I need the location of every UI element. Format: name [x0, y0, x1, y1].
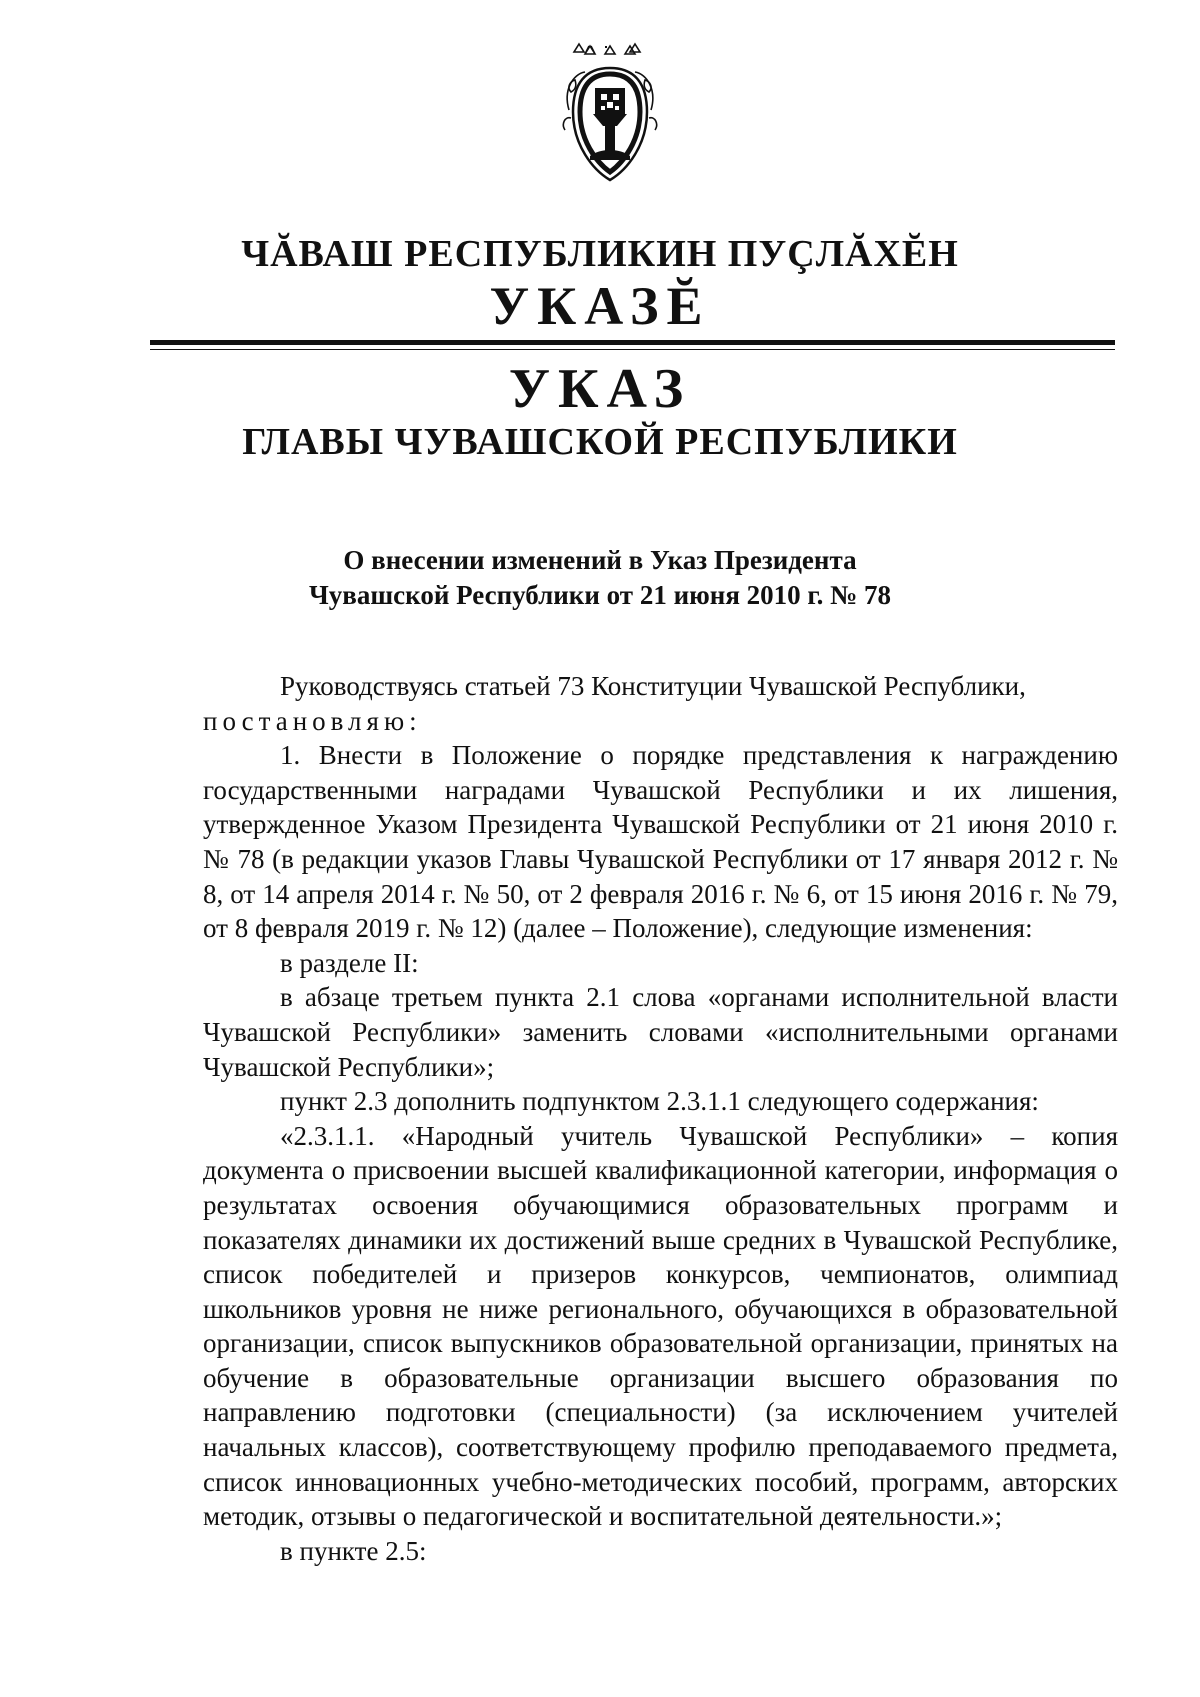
- title-line-2: Чувашской Республики от 21 июня 2010 г. № 78: [308, 580, 892, 610]
- body-paragraph-item-1: 1. Внести в Положение о порядке представления к награждению государственными наградами Чувашской Республики и их лишения, утвержденное Указом Президента Чувашской Республики от 21 июня 2010 г. № 78 (в редакции указов Главы Чувашской Республики от 17 января 2012 г. № 8, от 14 апреля 2014 г. № 50, от 2 февраля 2016 г. № 6, от 15 июня 2016 г. № 79, от 8 февраля 2019 г. № 12) (далее – Положение), следующие изменения:: [203, 740, 1118, 944]
- body-paragraph-preamble: Руководствуясь статьей 73 Конституции Чувашской Республики,: [280, 671, 1026, 701]
- coat-of-arms-emblem: [555, 40, 665, 200]
- header-divider-thin: [150, 349, 1115, 350]
- body-paragraph-resolve: постановляю:: [203, 705, 422, 736]
- document-title: [0, 543, 1200, 613]
- body-paragraph-point-2-3: пункт 2.3 дополнить подпунктом 2.3.1.1 следующего содержания:: [280, 1086, 1039, 1117]
- document-body: [203, 669, 1118, 1568]
- russian-decree-word: УКАЗ: [508, 358, 692, 420]
- title-line-1: О внесении изменений в Указ Президента: [343, 545, 857, 575]
- chuvash-decree-word: УКАЗĔ: [489, 276, 711, 336]
- russian-header-line: ГЛАВЫ ЧУВАШСКОЙ РЕСПУБЛИКИ: [242, 421, 958, 463]
- header-divider-thick: [150, 340, 1115, 345]
- body-paragraph-point-2-5: в пункте 2.5:: [280, 1535, 427, 1566]
- body-paragraph-point-2-1: в абзаце третьем пункта 2.1 слова «органами исполнительной власти Чувашской Республики» заменить словами «исполнительными органами Чувашской Республики»;: [203, 982, 1118, 1082]
- chuvash-header-line: ЧĂВАШ РЕСПУБЛИКИН ПУÇЛĂХĔН: [241, 233, 959, 275]
- body-paragraph-section-2: в разделе II:: [280, 947, 419, 978]
- body-paragraph-subpoint-2-3-1-1: «2.3.1.1. «Народный учитель Чувашской Республики» – копия документа о присвоении высшей квалификационной категории, информация о результатах освоения обучающимися образовательных программ и показателях динамики их достижений выше средних в Чувашской Республике, список победителей и призеров конкурсов, чемпионатов, олимпиад школьников уровня не ниже регионального, обучающихся в образовательной организации, список выпускников образовательной организации, принятых на обучение в образовательные организации высшего образования по направлению подготовки (специальности) (за исключением учителей начальных классов), соответствующему профилю преподаваемого предмета, список инновационных учебно-методических пособий, программ, авторских методик, отзывы о педагогической и воспитательной деятельности.»;: [203, 1120, 1118, 1532]
